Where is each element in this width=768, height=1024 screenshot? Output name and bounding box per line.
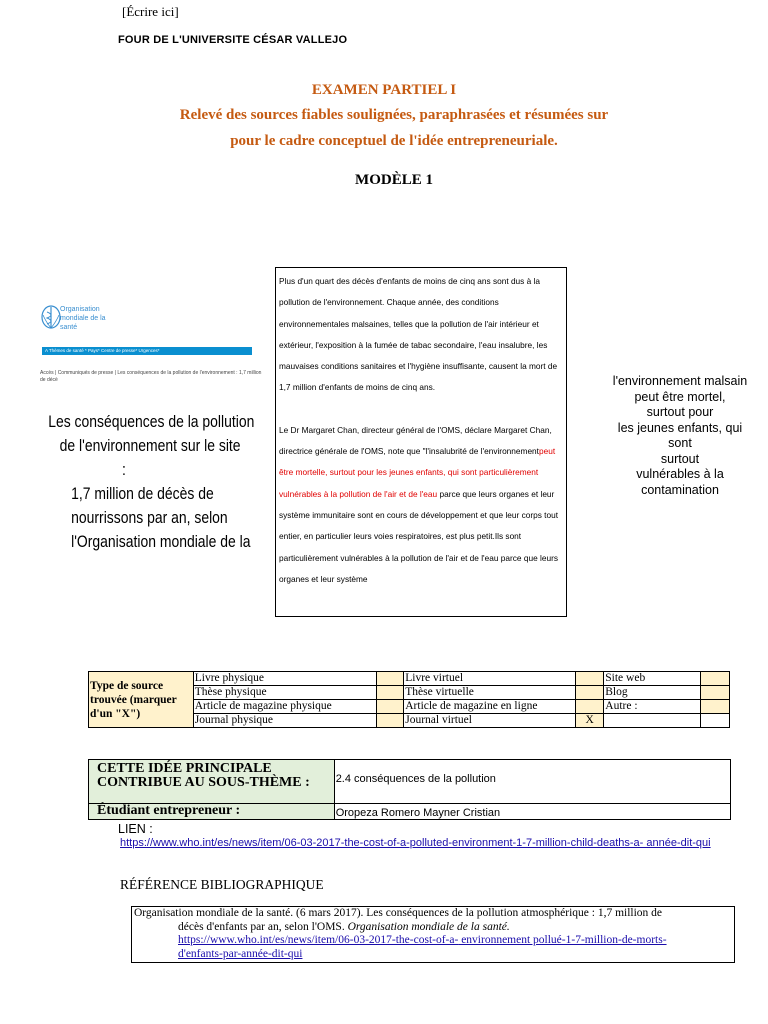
source-mark-cell[interactable]	[377, 672, 404, 686]
source-type-table	[88, 671, 730, 728]
subtheme-label: CETTE IDÉE PRINCIPALE CONTRIBUE AU SOUS-THÈME :	[89, 760, 335, 804]
source-option-label: Thèse physique	[193, 686, 376, 700]
headline-line: :	[122, 460, 126, 479]
student-label: Étudiant entrepreneur :	[89, 804, 335, 820]
article-excerpt-box	[275, 267, 567, 617]
reference-url-part3[interactable]: d'enfants-par-année-dit-qui	[178, 947, 303, 960]
source-option-label: Journal physique	[193, 714, 376, 728]
source-type-header: Type de source trouvée (marquer d'un "X")	[89, 672, 194, 728]
article-paragraph-2-start: Le Dr Margaret Chan, directeur général de l'OMS, déclare Margaret Chan, directrice générale de l'OMS, note que "l'insalubrité de l'environnement	[279, 424, 552, 457]
paraphrase-line: vulnérables à la	[636, 467, 724, 481]
model-title: MODÈLE 1	[355, 172, 433, 188]
exam-subtitle-line1: Relevé des sources fiables soulignées, paraphrasées et résumées sur	[179, 107, 609, 123]
reference-url-part2[interactable]: environnement pollué-1-7-million-de-morts-	[458, 934, 667, 946]
who-org-name: Organisation mondiale de la santé	[60, 306, 106, 331]
source-mark-cell[interactable]: X	[576, 714, 604, 728]
paraphrase-line: les jeunes enfants, qui	[617, 420, 743, 435]
source-option-label: Site web	[604, 672, 700, 686]
source-mark-cell[interactable]	[700, 686, 729, 700]
who-nav-bar: A Thèmes de santé * Pays* Centre de presse* Urgences*	[42, 347, 252, 355]
reference-url-part1[interactable]: https://www.who.int/es/news/item/06-03-2017-the-cost-of-a-	[178, 934, 459, 946]
paraphrase-line: l'environnement malsain	[612, 374, 748, 388]
header-placeholder: [Écrire ici]	[122, 4, 179, 19]
reference-text-line1: Organisation mondiale de la santé. (6 mars 2017). Les conséquences de la pollution atmosphérique : 1,7 million de	[134, 907, 663, 919]
article-highlighted-quote: peut être mortelle, surtout pour les jeunes enfants, qui sont particulièrement vulnérables à la pollution de l'air et de l'eau	[279, 446, 556, 499]
source-option-label: Livre physique	[193, 672, 376, 686]
paraphrase-line: peut être mortel,	[634, 389, 726, 404]
source-option-label: Thèse virtuelle	[404, 686, 576, 700]
paraphrase-line: sont	[668, 436, 692, 450]
source-option-label: Autre :	[604, 700, 700, 714]
source-mark-cell[interactable]	[700, 672, 729, 686]
source-option-label: Article de magazine en ligne	[404, 700, 576, 714]
reference-label: RÉFÉRENCE BIBLIOGRAPHIQUE	[120, 877, 324, 892]
reference-box	[131, 906, 735, 963]
article-paragraph-1: Plus d'un quart des décès d'enfants de moins de cinq ans sont dus à la pollution de l'environnement. Chaque année, des conditions environnementales malsaines, telles que la pollution de l'air intérieur et extérieur, l'exposition à la fumée de tabac secondaire, l'eau insalubre, les mauvaises conditions sanitaires et l'hygiène insuffisante, causent la mort de 1,7 million d'enfants de moins de cinq ans.	[279, 276, 558, 393]
subtheme-value[interactable]: 2.4 conséquences de la pollution	[334, 760, 730, 804]
headline-line: nourrissons par an, selon	[71, 508, 228, 527]
article-paragraph-2-end: parce que leurs organes et leur système immunitaire sont en cours de développement et que leur corps tout entier, en particulier leurs voies respiratoires, est plus petit.Ils sont particulièrement vulnérables à la pollution de l'air et de l'eau parce que leurs organes et leur système	[279, 488, 559, 584]
source-mark-cell[interactable]	[700, 714, 729, 728]
source-option-label: Livre virtuel	[404, 672, 576, 686]
headline-line: de l'environnement sur le site	[59, 436, 241, 455]
paraphrase-text	[595, 374, 765, 498]
source-mark-cell[interactable]	[377, 700, 404, 714]
headline-line: l'Organisation mondiale de la	[71, 532, 251, 551]
student-value[interactable]: Oropeza Romero Mayner Cristian	[334, 804, 730, 820]
source-mark-cell[interactable]	[576, 686, 604, 700]
paraphrase-line: surtout pour	[646, 405, 714, 419]
link-label: LIEN :	[118, 822, 153, 836]
source-link[interactable]: https://www.who.int/es/news/item/06-03-2017-the-cost-of-a-polluted-environment-1-7-million-child-deaths-a- année-dit-qui	[120, 837, 711, 849]
headline-line: 1,7 million de décès de	[71, 484, 214, 503]
article-headline	[40, 410, 270, 554]
source-option-label: Journal virtuel	[404, 714, 576, 728]
reference-text-line2: décès d'enfants par an, selon l'OMS.	[178, 920, 348, 933]
source-option-label	[604, 714, 700, 728]
reference-publisher: Organisation mondiale de la santé.	[347, 920, 510, 933]
university-name: FOUR DE L'UNIVERSITE CÉSAR VALLEJO	[118, 34, 348, 46]
source-option-label: Blog	[604, 686, 700, 700]
paraphrase-line: contamination	[641, 482, 719, 497]
exam-title: EXAMEN PARTIEL I	[311, 82, 457, 98]
idea-table	[88, 759, 731, 820]
paraphrase-line: surtout	[660, 451, 700, 466]
source-mark-cell[interactable]	[576, 672, 604, 686]
source-mark-cell[interactable]	[377, 714, 404, 728]
source-option-label: Article de magazine physique	[193, 700, 376, 714]
exam-subtitle-line2: pour le cadre conceptuel de l'idée entrepreneuriale.	[230, 133, 558, 149]
source-mark-cell[interactable]	[377, 686, 404, 700]
source-mark-cell[interactable]	[700, 700, 729, 714]
source-mark-cell[interactable]	[576, 700, 604, 714]
who-breadcrumb: Accès | Communiqués de presse | Les conséquences de la pollution de l'environnement : 1,7 million de décè	[40, 370, 262, 383]
headline-line: Les conséquences de la pollution	[48, 412, 255, 431]
